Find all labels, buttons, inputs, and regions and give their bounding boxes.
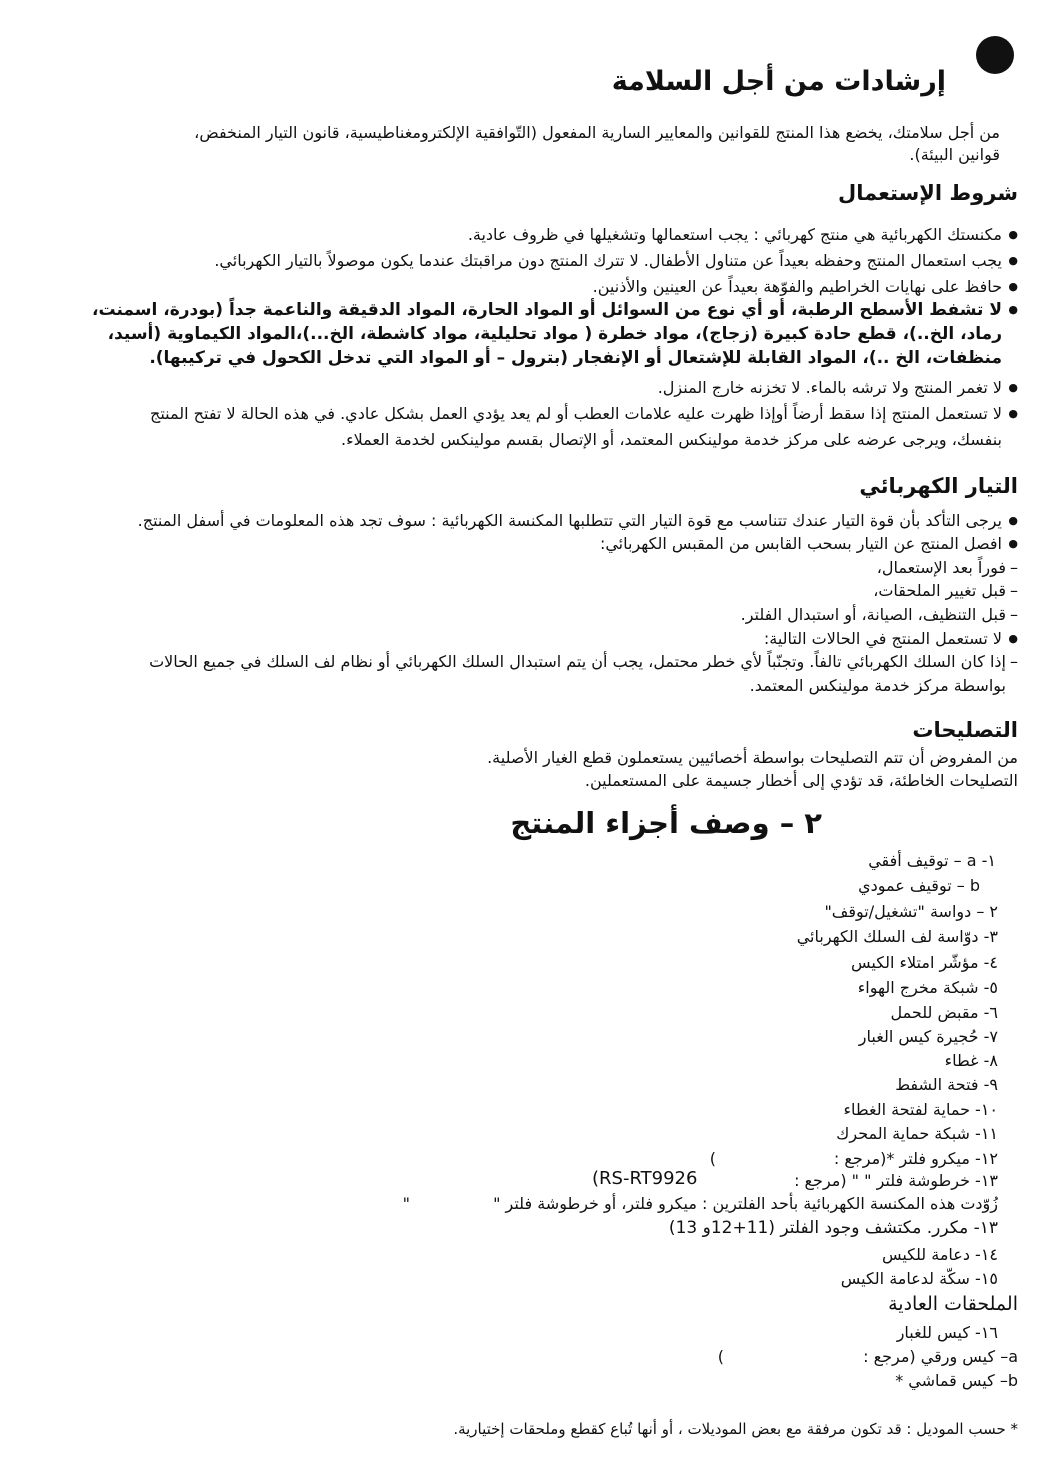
usage-bullet-1: ● مكنستك الكهربائية هي منتج كهربائي : يجب استعمالها وتشغيلها في ظروف عادية. <box>468 224 1018 246</box>
usage-title: شروط الإستعمال <box>838 181 1018 205</box>
accessories-title: الملحقات العادية <box>888 1293 1018 1315</box>
part-13: ١٣- خرطوشة فلتر " " (مرجع : <box>794 1171 998 1190</box>
repairs-line-2: التصليحات الخاطئة، قد تؤدي إلى أخطار جسيمة على المستعملين. <box>584 771 1018 790</box>
safety-title: إرشادات من أجل السلامة <box>611 66 946 97</box>
power-dash-2: – قبل تغيير الملحقات، <box>873 580 1018 602</box>
power-title: التيار الكهربائي <box>859 474 1018 498</box>
part-13-bis: ١٣- مكرر. مكتشف وجود الفلتر (11+12و 13) <box>668 1218 998 1238</box>
part-9: ٩- فتحة الشفط <box>895 1075 998 1094</box>
safety-intro-line-1: من أجل سلامتك، يخضع هذا المنتج للقوانين والمعايير السارية المفعول (التّوافقية الإلكترومغناطيسية، قانون التيار المنخفض، <box>194 123 1000 142</box>
safety-intro-line-2: قوانين البيئة). <box>909 145 1000 164</box>
power-bullet-3: ● لا تستعمل المنتج في الحالات التالية: <box>764 628 1018 650</box>
usage-bullet-4-line-1: ● لا تشفط الأسطح الرطبة، أو أي نوع من السوائل أو المواد الحارة، المواد الدقيقة والناعمة جداً (بودرة، اسمنت، <box>91 300 1002 320</box>
usage-bullet-6 <box>150 403 1018 451</box>
part-15: ١٥- سكّة لدعامة الكيس <box>840 1269 998 1288</box>
power-dash-4-line-1: – إذا كان السلك الكهربائي تالفاً. وتجنّباً لأي خطر محتمل، يجب أن يتم استبدال السلك الكهربائي أو نظام لف السلك في جميع الحالات <box>149 652 1006 671</box>
part-13-ref: (RS-RT9926 <box>592 1168 698 1189</box>
usage-bullet-6-line-2: بنفسك، ويرجى عرضه على مركز خدمة مولينكس المعتمد، أو الإتصال بقسم مولينكس لخدمة العملاء. <box>340 430 1002 449</box>
part-5: ٥- شبكة مخرج الهواء <box>857 978 998 997</box>
part-13-note: زُوّدت هذه المكنسة الكهربائية بأحد الفلترين : ميكرو فلتر، أو خرطوشة فلتر " <box>493 1194 998 1213</box>
usage-bullet-2: ● يجب استعمال المنتج وحفظه بعيداً عن متناول الأطفال. لا تترك المنتج دون مراقبتك عندما يكون موصولاً بالتيار الكهربائي. <box>214 250 1018 272</box>
part-4: ٤- مؤشّر امتلاء الكيس <box>851 953 998 972</box>
part-10: ١٠- حماية لفتحة الغطاء <box>843 1100 998 1119</box>
parts-title: ٢ – وصف أجزاء المنتج <box>510 806 822 840</box>
power-bullet-1: ● يرجى التأكد بأن قوة التيار عندك تتناسب مع قوة التيار التي تتطلبها المكنسة الكهربائية : سوف تجد هذه المعلومات في أسفل المنتج. <box>138 510 1018 532</box>
part-1a: ١- a – توقيف أفقي <box>868 851 996 870</box>
part-8: ٨- غطاء <box>944 1051 998 1070</box>
part-14: ١٤- دعامة للكيس <box>881 1245 998 1264</box>
part-3: ٣- دوّاسة لف السلك الكهربائي <box>796 927 998 946</box>
part-13-note-quote: " <box>402 1194 410 1213</box>
repairs-title: التصليحات <box>912 718 1018 742</box>
part-16b: b– كيس قماشي * <box>895 1371 1018 1390</box>
page-marker-dot <box>976 36 1014 74</box>
part-12: ١٢- ميكرو فلتر *(مرجع : <box>833 1149 998 1168</box>
usage-bullet-4 <box>92 298 1018 370</box>
part-1b: b – توقيف عمودي <box>858 876 980 895</box>
repairs-line-1: من المفروض أن تتم التصليحات بواسطة أخصائيين يستعملون قطع الغيار الأصلية. <box>487 748 1018 767</box>
part-11: ١١- شبكة حماية المحرك <box>836 1124 998 1143</box>
part-16a-close: ) <box>717 1347 724 1366</box>
power-dash-4 <box>149 651 1018 697</box>
part-6: ٦- مقبض للحمل <box>890 1003 998 1022</box>
part-16a: a– كيس ورقي (مرجع : <box>863 1347 1018 1366</box>
footnote: * حسب الموديل : قد تكون مرفقة مع بعض الموديلات ، أو أنها تُباع كقطع وملحقات إختيارية. <box>453 1420 1018 1438</box>
part-16: ١٦- كيس للغبار <box>896 1323 998 1342</box>
usage-bullet-4-line-3: منظفات، الخ ..)، المواد القابلة للإشتعال أو الإنفجار (بترول – أو المواد التي تدخل الكحول في تركيبها). <box>149 348 1002 368</box>
power-dash-1: – فوراً بعد الإستعمال، <box>877 557 1018 579</box>
usage-bullet-4-line-2: رماد، الخ..)، قطع حادة كبيرة (زجاج)، مواد خطرة ( مواد تحليلية، مواد كاشطة، الخ...)،المواد الكيماوية (أسيد، <box>107 324 1002 344</box>
usage-bullet-6-line-1: ● لا تستعمل المنتج إذا سقط أرضاً أوإذا ظهرت عليه علامات العطب أو لم يعد يؤدي العمل بشكل عادي. في هذه الحالة لا تفتح المنتج <box>150 404 1002 423</box>
part-2: ٢ – دواسة "تشغيل/توقف" <box>824 902 998 921</box>
part-7: ٧- حُجيرة كيس الغبار <box>858 1027 998 1046</box>
power-bullet-2: ● افصل المنتج عن التيار بسحب القابس من المقبس الكهربائي: <box>600 533 1018 555</box>
usage-bullet-3: ● حافظ على نهايات الخراطيم والفوّهة بعيداً عن العينين والأذنين. <box>593 276 1018 298</box>
power-dash-3: – قبل التنظيف، الصيانة، أو استبدال الفلتر. <box>741 604 1018 626</box>
usage-bullet-5: ● لا تغمر المنتج ولا ترشه بالماء. لا تخزنه خارج المنزل. <box>658 377 1018 399</box>
part-12-close: ) <box>709 1149 716 1168</box>
power-dash-4-line-2: بواسطة مركز خدمة مولينكس المعتمد. <box>749 676 1006 695</box>
